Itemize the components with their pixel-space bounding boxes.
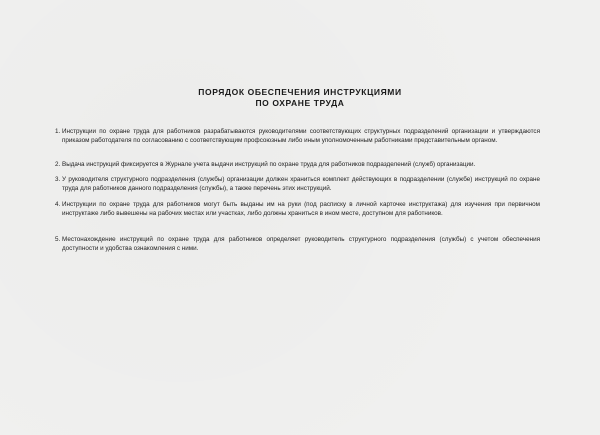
- list-item-5: [55, 235, 540, 253]
- list-item-2: [55, 160, 540, 169]
- list-item-number: 1.: [55, 128, 61, 135]
- list-item-text: Местонахождение инструкций по охране труда для работников определяет руководитель структурного подразделения (службы) с учетом обеспечения доступности и удобства ознакомления с ними.: [62, 236, 540, 252]
- list-item-3: [55, 175, 540, 193]
- list-item-number: 5.: [55, 236, 61, 243]
- list-item-text: Инструкции по охране труда для работников могут быть выданы им на руки (под расписку в личной карточке инструктажа) для изучения при первичном инструктаже либо вывешены на рабочих местах или участках, либо должны храниться в ином месте, доступном для работников.: [62, 201, 540, 217]
- list-item-number: 3.: [55, 176, 61, 183]
- list-item-text: Инструкции по охране труда для работников разрабатываются руководителями соответствующих структурных подразделений организации и утверждаются приказом работодателя по согласованию с соответствующим профсоюзным либо иным уполномоченным работниками представительным органом.: [62, 128, 540, 144]
- list-item-text: У руководителя структурного подразделения (службы) организации должен храниться комплект действующих в подразделении (службе) инструкций по охране труда для работников данного подразделения (службы), а также перечень этих инструкций.: [62, 176, 540, 192]
- list-item-1: [55, 127, 540, 145]
- list-item-number: 2.: [55, 161, 61, 168]
- list-item-number: 4.: [55, 201, 61, 208]
- document-title-line-2: ПО ОХРАНЕ ТРУДА: [255, 98, 345, 108]
- document-title-line-1: ПОРЯДОК ОБЕСПЕЧЕНИЯ ИНСТРУКЦИЯМИ: [198, 87, 402, 97]
- list-item-text: Выдача инструкций фиксируется в Журнале учета выдачи инструкций по охране труда для работников подразделений (служб) организации.: [62, 161, 476, 168]
- list-item-4: [55, 200, 540, 218]
